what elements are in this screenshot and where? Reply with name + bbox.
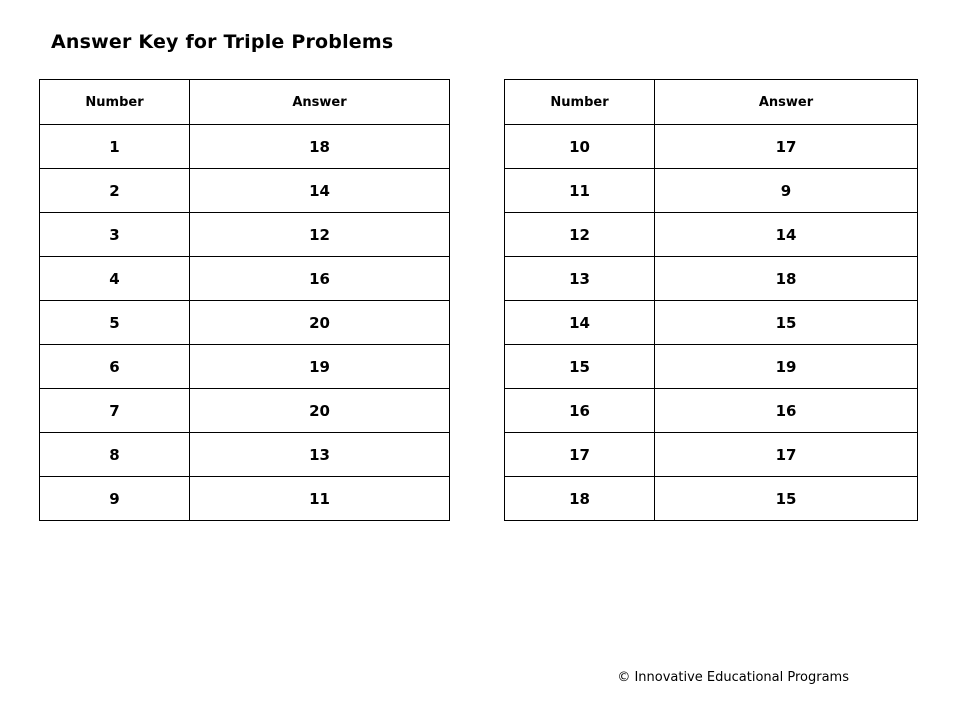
number-cell: 11	[505, 169, 655, 213]
table-row	[40, 433, 450, 477]
answer-cell: 18	[655, 257, 918, 301]
table-row	[505, 213, 918, 257]
table-row	[40, 389, 450, 433]
number-cell: 2	[40, 169, 190, 213]
answer-cell: 20	[190, 389, 450, 433]
number-cell: 16	[505, 389, 655, 433]
answer-cell: 17	[655, 125, 918, 169]
answer-cell: 14	[655, 213, 918, 257]
table-row	[40, 257, 450, 301]
table-row	[40, 169, 450, 213]
number-cell: 13	[505, 257, 655, 301]
answer-cell: 17	[655, 433, 918, 477]
answer-table-right	[504, 79, 918, 521]
table-row	[40, 301, 450, 345]
answer-cell: 19	[655, 345, 918, 389]
answer-cell: 13	[190, 433, 450, 477]
answer-cell: 14	[190, 169, 450, 213]
table-row	[505, 301, 918, 345]
table-row	[505, 169, 918, 213]
answer-cell: 12	[190, 213, 450, 257]
number-cell: 4	[40, 257, 190, 301]
number-cell: 7	[40, 389, 190, 433]
table-row	[505, 257, 918, 301]
table-row	[505, 125, 918, 169]
table-header-row	[40, 80, 450, 125]
number-cell: 18	[505, 477, 655, 521]
number-cell: 6	[40, 345, 190, 389]
number-cell: 14	[505, 301, 655, 345]
table-row	[505, 389, 918, 433]
number-cell: 5	[40, 301, 190, 345]
answer-cell: 16	[190, 257, 450, 301]
number-cell: 12	[505, 213, 655, 257]
answer-cell: 19	[190, 345, 450, 389]
table-row	[40, 213, 450, 257]
number-cell: 17	[505, 433, 655, 477]
table-header-row	[505, 80, 918, 125]
number-cell: 10	[505, 125, 655, 169]
table-row	[40, 345, 450, 389]
table-row	[40, 477, 450, 521]
answer-cell: 15	[655, 301, 918, 345]
answer-cell: 20	[190, 301, 450, 345]
answer-cell: 16	[655, 389, 918, 433]
table-row	[505, 433, 918, 477]
answer-table-left	[39, 79, 450, 521]
answer-cell: 11	[190, 477, 450, 521]
number-cell: 1	[40, 125, 190, 169]
answer-cell: 18	[190, 125, 450, 169]
table-row	[505, 477, 918, 521]
copyright-notice: © Innovative Educational Programs	[617, 670, 849, 685]
number-cell: 8	[40, 433, 190, 477]
answer-cell: 9	[655, 169, 918, 213]
number-cell: 15	[505, 345, 655, 389]
answer-column-header: Answer	[655, 80, 918, 125]
answer-column-header: Answer	[190, 80, 450, 125]
answer-cell: 15	[655, 477, 918, 521]
table-row	[40, 125, 450, 169]
number-cell: 9	[40, 477, 190, 521]
table-row	[505, 345, 918, 389]
page-title: Answer Key for Triple Problems	[51, 31, 394, 53]
number-cell: 3	[40, 213, 190, 257]
number-column-header: Number	[40, 80, 190, 125]
number-column-header: Number	[505, 80, 655, 125]
